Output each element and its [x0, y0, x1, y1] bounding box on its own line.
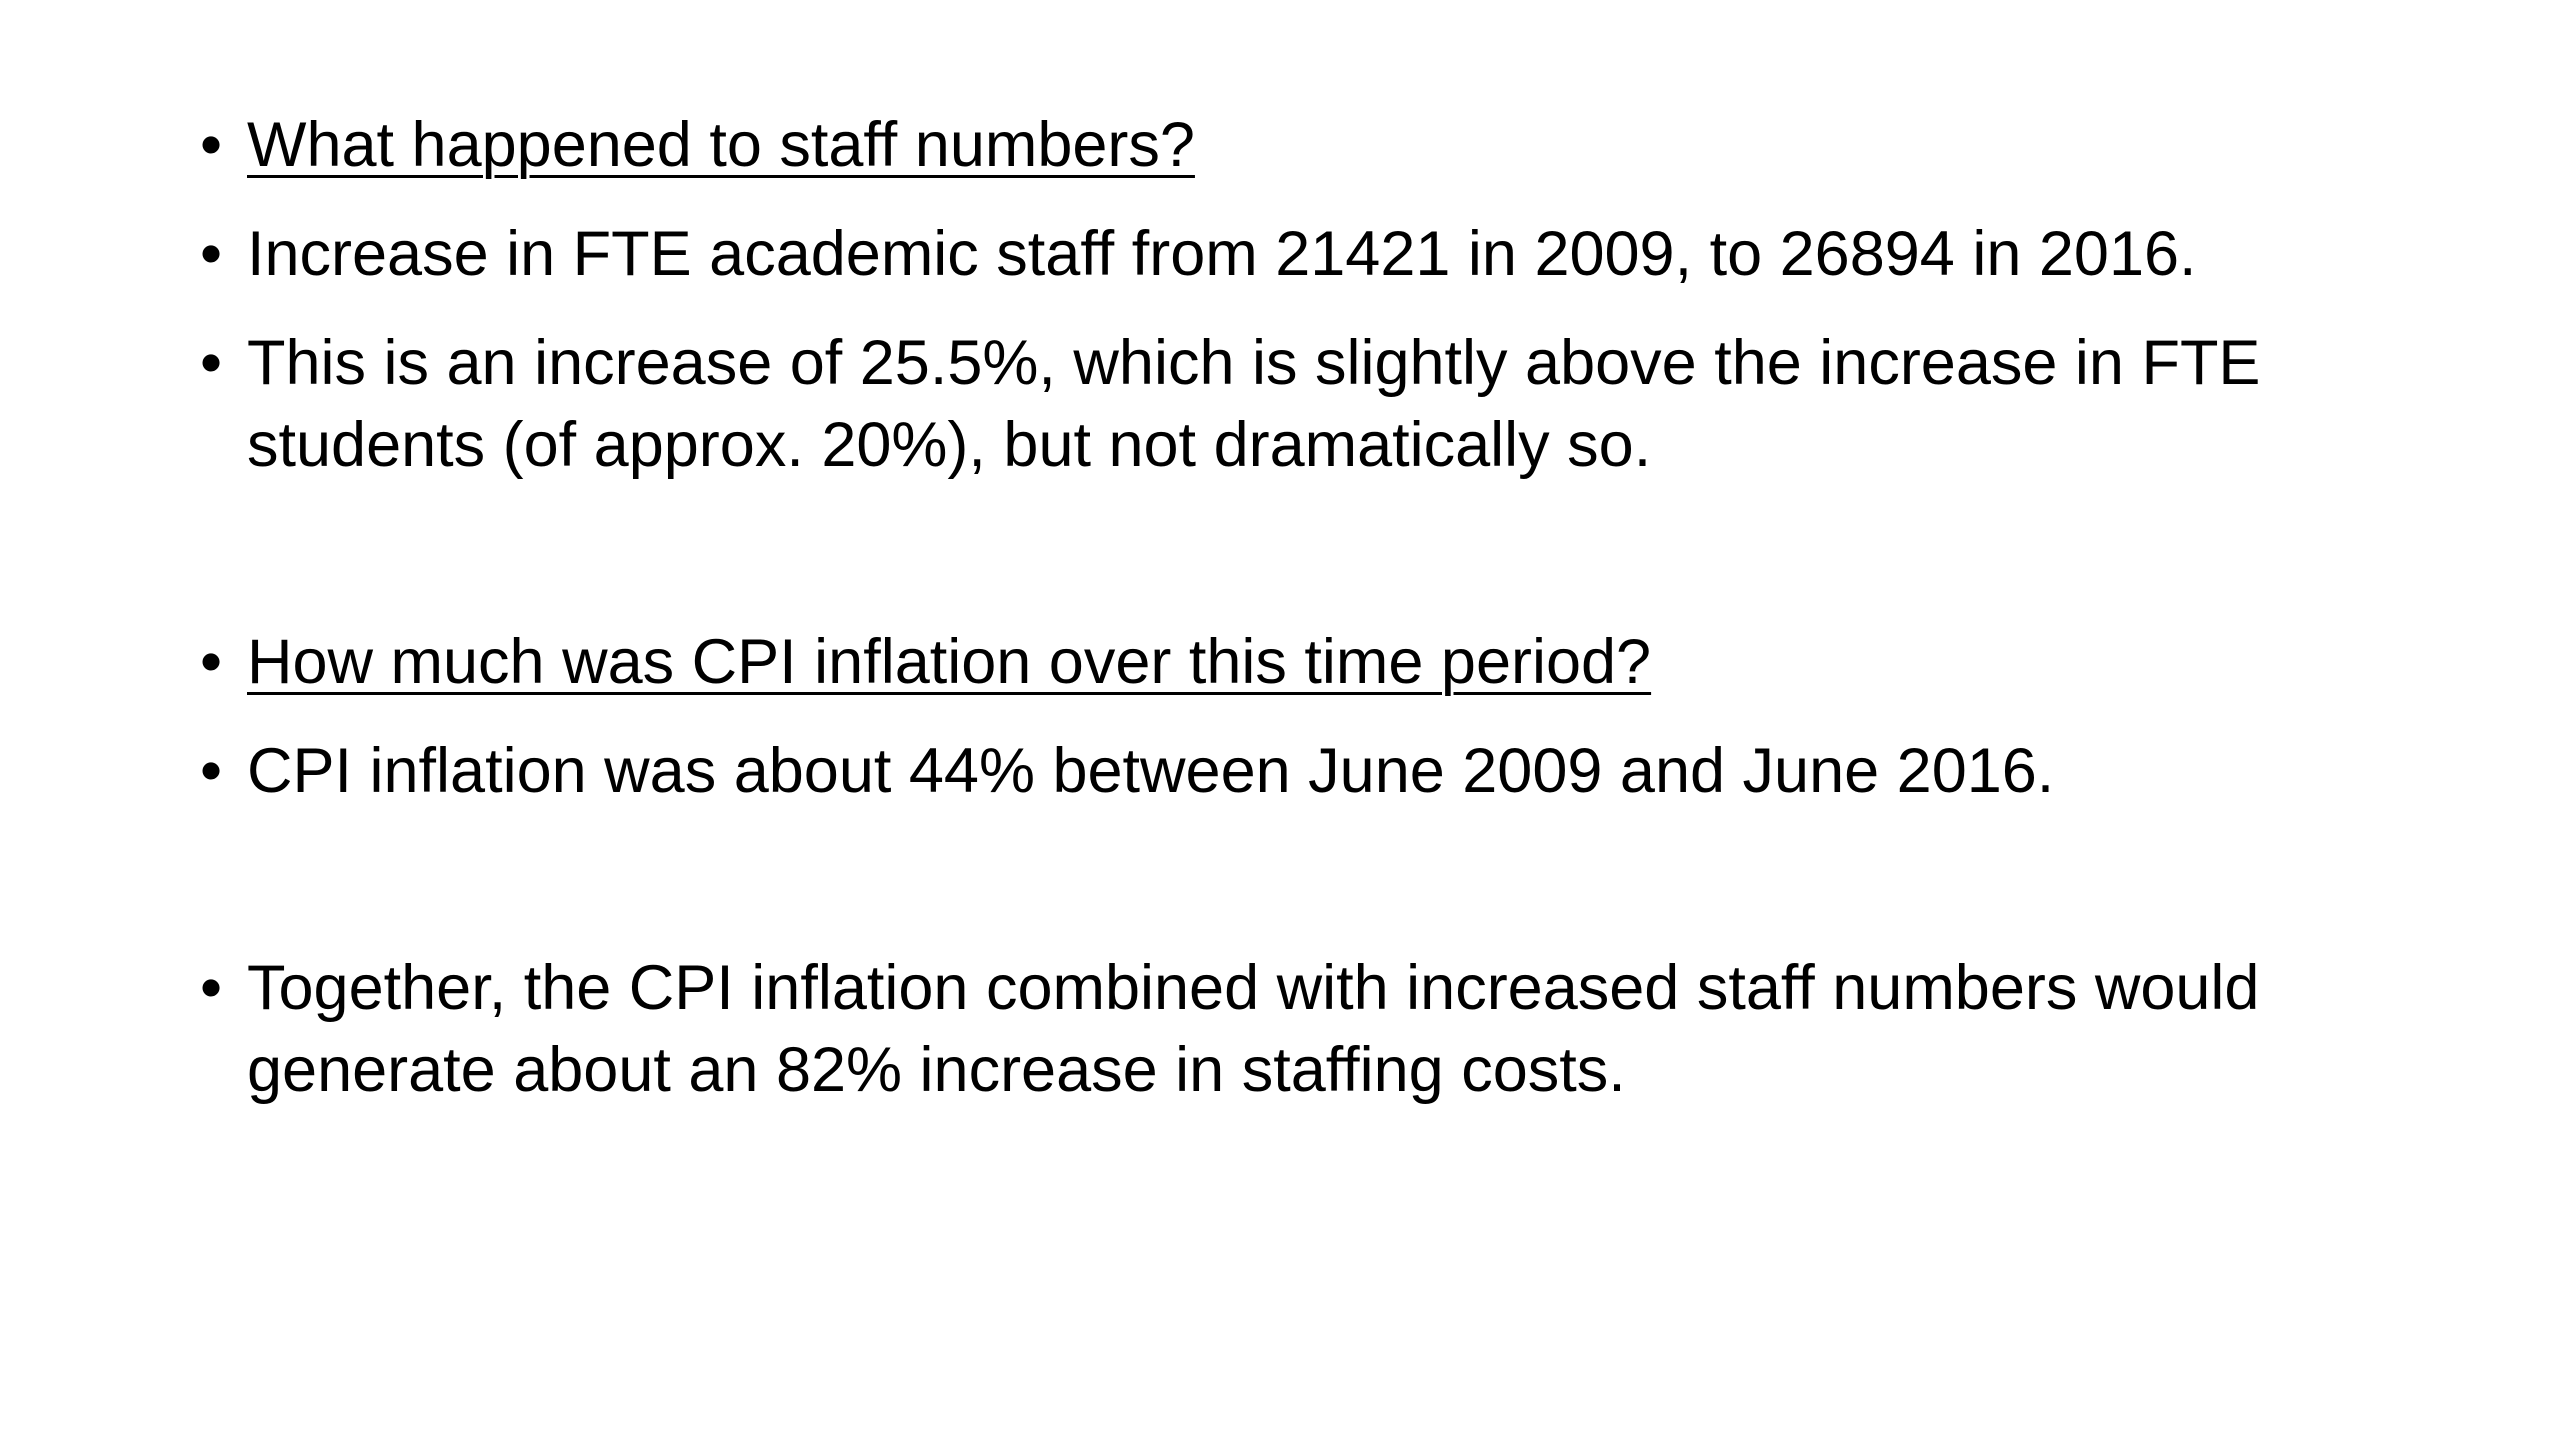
bullet-icon: • [200, 328, 223, 398]
bullet-icon: • [200, 953, 223, 1023]
bullet-list [192, 104, 2392, 1111]
bullet-item-combined-costs [192, 947, 2392, 1111]
bullet-item-staff-increase [192, 213, 2392, 295]
bullet-item-percent-increase [192, 322, 2392, 486]
bullet-icon: • [200, 110, 223, 180]
heading-cpi-inflation: How much was CPI inflation over this time period? [247, 627, 1652, 697]
heading-staff-numbers: What happened to staff numbers? [247, 110, 1195, 180]
text-staff-increase: Increase in FTE academic staff from 21421 in 2009, to 26894 in 2016. [247, 219, 2197, 289]
bullet-item-cpi-question [192, 621, 2392, 703]
text-cpi-value: CPI inflation was about 44% between June 2009 and June 2016. [247, 736, 2055, 806]
bullet-icon: • [200, 219, 223, 289]
bullet-icon: • [200, 736, 223, 806]
text-percent-increase: This is an increase of 25.5%, which is slightly above the increase in FTE students (of approx. 20%), but not dramatically so. [247, 328, 2261, 480]
bullet-icon: • [200, 627, 223, 697]
text-combined-costs: Together, the CPI inflation combined with increased staff numbers would generate about an 82% increase in staffing costs. [247, 953, 2260, 1105]
bullet-item-cpi-value [192, 730, 2392, 812]
bullet-item-staff-question [192, 104, 2392, 186]
